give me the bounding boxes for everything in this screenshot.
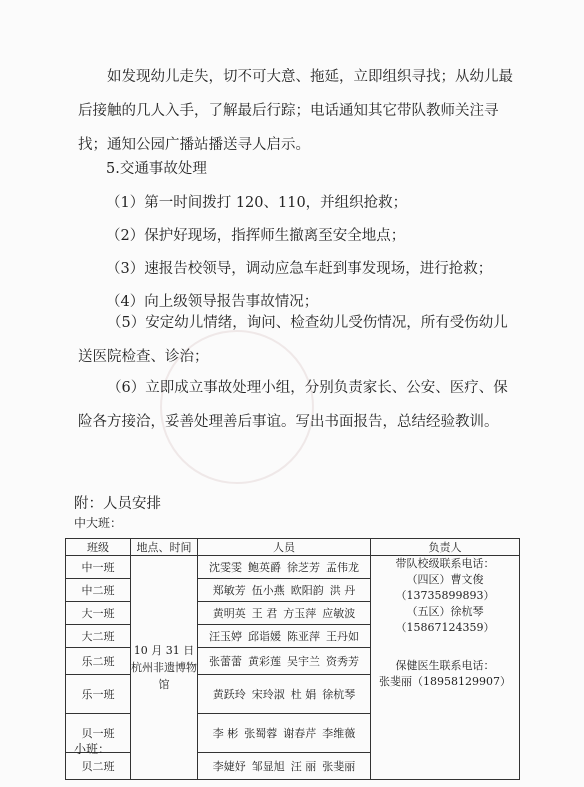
group-label-middle-senior: 中大班： (74, 516, 123, 530)
section-heading-traffic-accident: 5.交通事故处理 (106, 161, 207, 177)
lead-contacts-cell: 带队校级联系电话： （四区）曹文俊 （13735899893） （五区）徐杭琴 （15867124359） 保健医生联系电话： 张斐丽（18958129907） (371, 556, 520, 780)
table-header-row (66, 539, 520, 556)
staff-cell: 李婕妤 邹显旭 汪 丽 张斐丽 (198, 753, 371, 780)
class-cell: 贝二班 (66, 753, 131, 780)
header-lead: 负责人 (371, 539, 520, 556)
lost-child-paragraph: 如发现幼儿走失，切不可大意、拖延，立即组织寻找；从幼儿最后接触的几人入手，了解最后行踪；电话通知其它带队教师关注寻找；通知公园广播站播送寻人启示。 (78, 69, 513, 153)
staff-cell: 张蕾蕾 黄彩莲 吴宇兰 资秀芳 (198, 648, 371, 675)
step-1: （1）第一时间拨打 120、110，并组织抢救； (106, 195, 408, 211)
step-3: （3）速报告校领导，调动应急车赶到事发现场，进行抢救； (106, 261, 493, 277)
step-5: （5）安定幼儿情绪，询问、检查幼儿受伤情况，所有受伤幼儿送医院检查、诊治； (78, 315, 508, 365)
appendix-title: 附：人员安排 (74, 496, 161, 512)
staff-cell: 黄跃玲 宋玲淑 杜 娟 徐杭琴 (198, 675, 371, 714)
header-place-time: 地点、时间 (131, 539, 198, 556)
class-cell: 中一班 (66, 556, 131, 579)
class-cell: 乐一班 (66, 675, 131, 714)
staff-cell: 汪玉婷 邱诣媛 陈亚萍 王丹如 (198, 625, 371, 648)
class-cell: 大一班 (66, 602, 131, 625)
staff-cell: 沈雯雯 鲍英爵 徐芝芳 孟伟龙 (198, 556, 371, 579)
class-cell: 大二班 (66, 625, 131, 648)
header-staff: 人员 (198, 539, 371, 556)
header-class: 班级 (66, 539, 131, 556)
step-6: （6）立即成立事故处理小组，分别负责家长、公安、医疗、保险各方接洽，妥善处理善后事谊。写出书面报告，总结经验教训。 (78, 380, 508, 430)
step-2: （2）保护好现场，指挥师生撤离至安全地点； (106, 228, 406, 244)
class-cell: 贝一班 (66, 714, 131, 753)
staff-cell: 李 彬 张蜀蓉 谢春芹 李维薇 (198, 714, 371, 753)
class-cell: 乐二班 (66, 648, 131, 675)
staff-cell: 黄明英 王 君 方玉萍 应敏波 (198, 602, 371, 625)
class-cell: 中二班 (66, 579, 131, 602)
staff-table (65, 538, 520, 780)
step-4: （4）向上级领导报告事故情况； (106, 294, 319, 310)
place-time-cell: 10 月 31 日杭州非遗博物馆 (131, 556, 198, 780)
staff-cell: 郑敏芳 伍小燕 欧阳韵 洪 丹 (198, 579, 371, 602)
group-label-small: 小班： (74, 742, 111, 756)
table-row (66, 556, 520, 579)
